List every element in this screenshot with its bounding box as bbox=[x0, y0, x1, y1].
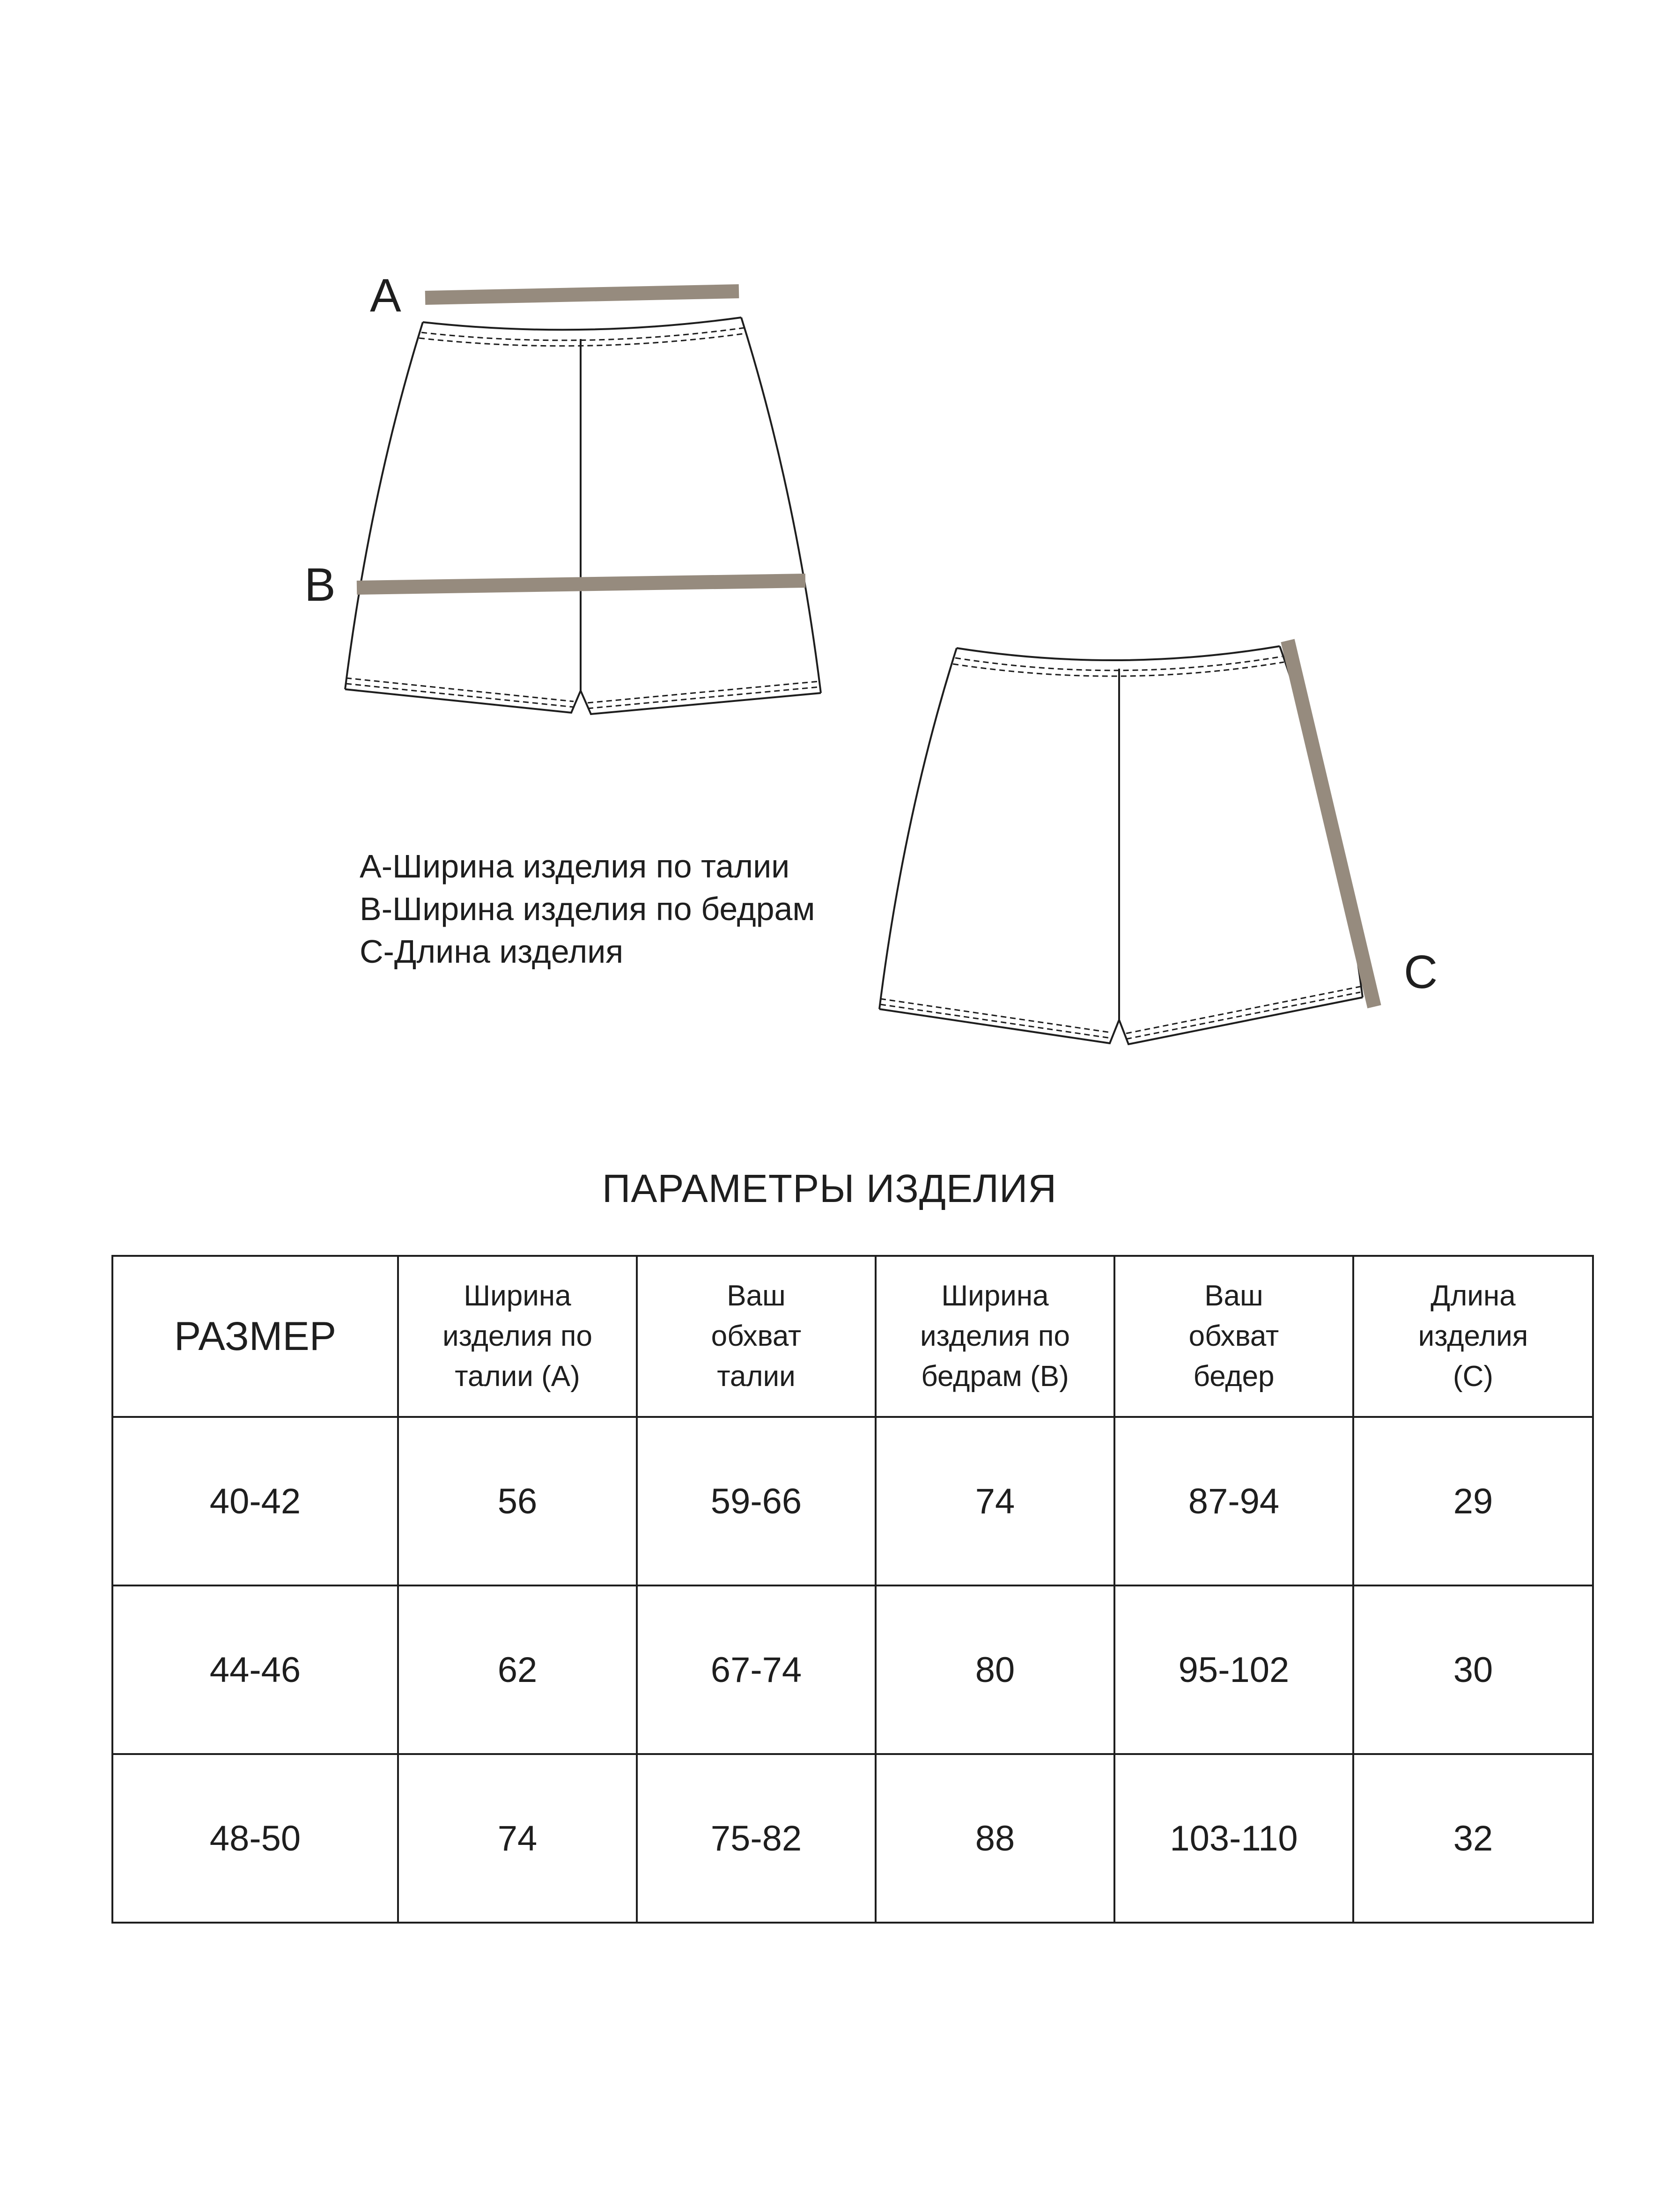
cell-your-waist: 75-82 bbox=[637, 1754, 876, 1923]
table-row bbox=[112, 1754, 1593, 1923]
cell-waist-width: 62 bbox=[398, 1585, 637, 1754]
label-b: B bbox=[304, 559, 336, 611]
cell-size: 44-46 bbox=[112, 1585, 398, 1754]
header-length bbox=[1353, 1256, 1593, 1417]
front-shorts-sketch bbox=[345, 317, 821, 714]
header-size-text: РАЗМЕР bbox=[174, 1314, 337, 1359]
header-hip-width bbox=[876, 1256, 1114, 1417]
cell-length: 29 bbox=[1353, 1417, 1593, 1585]
cell-length: 32 bbox=[1353, 1754, 1593, 1923]
cell-your-hips: 87-94 bbox=[1114, 1417, 1353, 1585]
header-line: талии bbox=[717, 1360, 796, 1393]
cell-hip-width: 80 bbox=[876, 1585, 1114, 1754]
header-your-hips bbox=[1114, 1256, 1353, 1417]
header-waist-width bbox=[398, 1256, 637, 1417]
header-your-waist bbox=[637, 1256, 876, 1417]
header-line: Ваш bbox=[1204, 1280, 1263, 1312]
measurement-legend bbox=[360, 845, 815, 973]
cell-your-hips: 95-102 bbox=[1114, 1585, 1353, 1754]
header-line: Ваш bbox=[727, 1280, 786, 1312]
legend-item-b: B-Ширина изделия по бедрам bbox=[360, 891, 815, 927]
size-table bbox=[111, 1255, 1594, 1924]
header-line: изделия bbox=[1418, 1320, 1528, 1352]
cell-hip-width: 74 bbox=[876, 1417, 1114, 1585]
waist-measure-bar bbox=[425, 291, 739, 298]
cell-your-waist: 59-66 bbox=[637, 1417, 876, 1585]
length-measure-bar bbox=[1288, 641, 1374, 1007]
cell-hip-width: 88 bbox=[876, 1754, 1114, 1923]
label-a: A bbox=[370, 269, 401, 322]
legend-item-c: C-Длина изделия bbox=[360, 933, 624, 970]
legend-item-a: A-Ширина изделия по талии bbox=[360, 848, 790, 885]
table-row bbox=[112, 1585, 1593, 1754]
header-line: бедер bbox=[1193, 1360, 1275, 1393]
header-line: Ширина bbox=[941, 1280, 1049, 1312]
hip-measure-bar bbox=[357, 581, 805, 588]
header-line: изделия по bbox=[920, 1320, 1070, 1352]
header-line: обхват bbox=[711, 1320, 802, 1352]
header-line: Длина bbox=[1430, 1280, 1516, 1312]
header-line: бедрам (В) bbox=[921, 1360, 1069, 1393]
cell-your-hips: 103-110 bbox=[1114, 1754, 1353, 1923]
back-shorts-sketch bbox=[879, 646, 1363, 1044]
cell-size: 48-50 bbox=[112, 1754, 398, 1923]
header-line: (С) bbox=[1453, 1360, 1494, 1393]
header-line: талии (А) bbox=[455, 1360, 580, 1393]
header-line: изделия по bbox=[442, 1320, 592, 1352]
header-line: обхват bbox=[1188, 1320, 1279, 1352]
cell-your-waist: 67-74 bbox=[637, 1585, 876, 1754]
header-line: Ширина bbox=[464, 1280, 571, 1312]
cell-waist-width: 74 bbox=[398, 1754, 637, 1923]
cell-waist-width: 56 bbox=[398, 1417, 637, 1585]
table-row bbox=[112, 1417, 1593, 1585]
table-title: ПАРАМЕТРЫ ИЗДЕЛИЯ bbox=[602, 1166, 1057, 1210]
header-size bbox=[112, 1256, 398, 1417]
cell-size: 40-42 bbox=[112, 1417, 398, 1585]
cell-length: 30 bbox=[1353, 1585, 1593, 1754]
table-header-row bbox=[112, 1256, 1593, 1417]
label-c: C bbox=[1404, 946, 1438, 998]
